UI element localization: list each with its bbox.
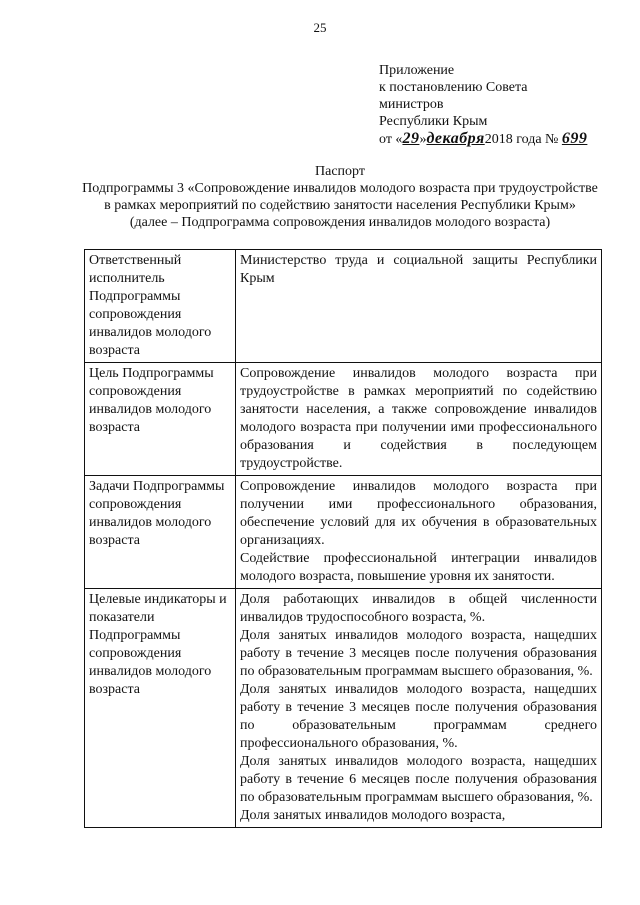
value-paragraph: Доля занятых инвалидов молодого возраста, <box>240 808 506 823</box>
row-label: Цель Подпрограммы сопровождения инвалидов молодого возраста <box>85 363 236 476</box>
handwritten-day: 29 <box>402 130 420 147</box>
appendix-line: к постановлению Совета <box>379 80 528 95</box>
title-heading: Паспорт <box>315 164 365 179</box>
page-number: 25 <box>313 20 327 35</box>
date-mid: » <box>419 132 427 147</box>
date-prefix: от « <box>379 132 403 147</box>
year-text: 2018 года № <box>484 132 559 147</box>
table-row <box>85 363 602 476</box>
value-paragraph: Доля работающих инвалидов в общей численности инвалидов трудоспособного возраста, %. <box>240 592 597 625</box>
row-label: Целевые индикаторы и показатели Подпрограммы сопровождения инвалидов молодого возраста <box>85 589 236 828</box>
value-paragraph: Содействие профессиональной интеграции инвалидов молодого возраста, повышение уровня их занятости. <box>240 551 597 584</box>
title-subprogram: Подпрограммы 3 «Сопровождение инвалидов молодого возраста при трудоустройстве в рамках мероприятий по содействию занятости населения Республики Крым» <box>82 181 598 213</box>
table-row <box>85 250 602 363</box>
row-label: Задачи Подпрограммы сопровождения инвалидов молодого возраста <box>85 476 236 589</box>
appendix-line: Приложение <box>379 63 455 78</box>
appendix-block <box>379 62 587 148</box>
table-row <box>85 476 602 589</box>
value-paragraph: Сопровождение инвалидов молодого возраста при получении ими профессионального образования, обеспечение условий для их обучения в образовательных организациях. <box>240 479 597 548</box>
row-label: Ответственный исполнитель Подпрограммы сопровождения инвалидов молодого возраста <box>85 250 236 363</box>
handwritten-month: декабря <box>426 130 485 147</box>
appendix-line: министров <box>379 97 444 112</box>
table-row <box>85 589 602 828</box>
title-abbreviation: (далее – Подпрограмма сопровождения инвалидов молодого возраста) <box>129 215 551 230</box>
row-value <box>236 363 602 476</box>
passport-title <box>80 163 600 231</box>
resolution-date-line <box>379 130 587 148</box>
value-paragraph: Доля занятых инвалидов молодого возраста, нащедших работу в течение 6 месяцев после получения образования по образовательным программам высшего образования, %. <box>240 754 597 805</box>
row-value <box>236 250 602 363</box>
handwritten-number: 699 <box>561 130 588 147</box>
appendix-line: Республики Крым <box>379 114 488 129</box>
passport-table <box>84 249 602 828</box>
row-value <box>236 589 602 828</box>
value-paragraph: Министерство труда и социальной защиты Республики Крым <box>240 253 597 286</box>
value-paragraph: Доля занятых инвалидов молодого возраста, нащедших работу в течение 3 месяцев после получения образования по образовательным программам высшего образования, %. <box>240 628 597 679</box>
value-paragraph: Сопровождение инвалидов молодого возраста при трудоустройстве в рамках мероприятий по содействию занятости населения, а также сопровождение инвалидов молодого возраста при получении ими профессионального образования и содействия в последующем трудоустройстве. <box>240 366 597 471</box>
row-value <box>236 476 602 589</box>
value-paragraph: Доля занятых инвалидов молодого возраста, нащедших работу в течение 3 месяцев после получения образования по образовательным программам среднего профессионального образования, %. <box>240 682 597 751</box>
